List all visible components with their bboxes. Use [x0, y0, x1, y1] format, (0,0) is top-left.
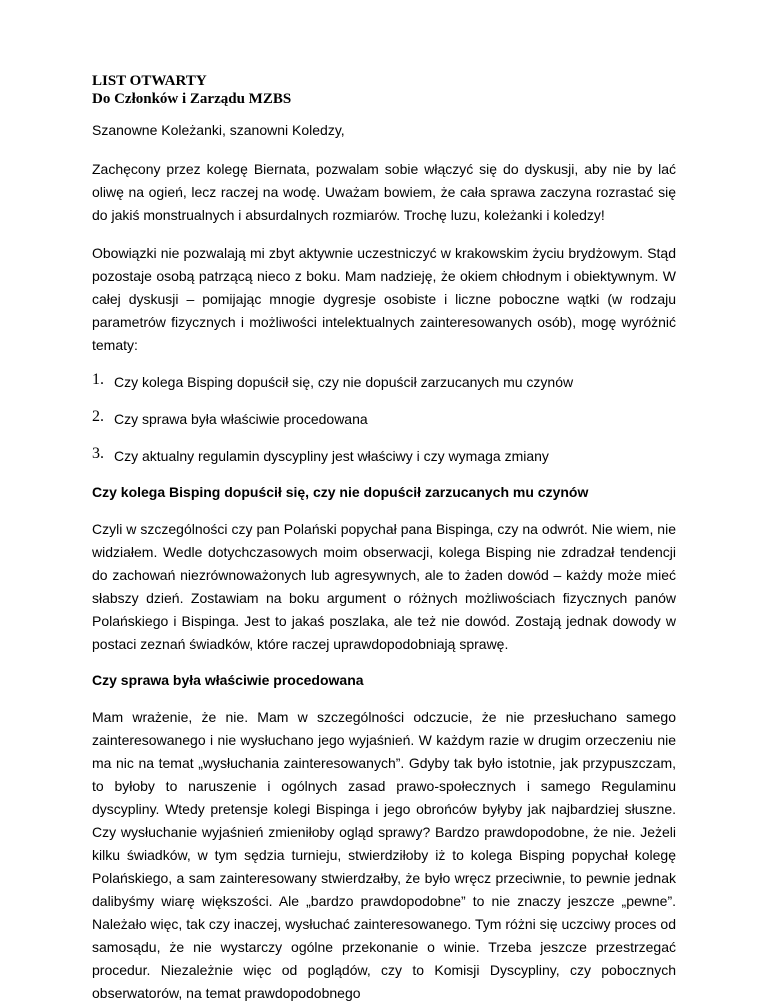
context-paragraph: Obowiązki nie pozwalają mi zbyt aktywnie uczestniczyć w krakowskim życiu brydżowym. Stąd pozostaje osobą patrzącą nieco z boku. Mam nadzieję, że okiem chłodnym i obiektywnym. W całej dyskusji – pomijając mnogie dygresje osobiste i liczne poboczne wątki (w rodzaju parametrów fizycznych i możliwości intelektualnych zainteresowanych osób), mogę wyróżnić tematy:	[92, 245, 676, 353]
section-heading: Czy sprawa była właściwie procedowana	[92, 672, 364, 688]
list-item	[92, 371, 676, 394]
list-number: 2.	[92, 408, 104, 425]
title-line: LIST OTWARTY	[92, 73, 207, 89]
letter-page	[92, 72, 676, 1005]
list-item	[92, 445, 676, 468]
list-item-text: Czy sprawa była właściwie procedowana	[114, 411, 368, 427]
list-item-text: Czy aktualny regulamin dyscypliny jest właściwy i czy wymaga zmiany	[114, 448, 549, 464]
section-body: Czyli w szczególności czy pan Polański popychał pana Bispinga, czy na odwrót. Nie wiem, nie widziałem. Wedle dotychczasowych moim obserwacji, kolega Bisping nie zdradzał tendencji do zachowań niezrównoważonych lub agresywnych, ale to żaden dowód – każdy może mieć słabszy dzień. Zostawiam na boku argument o różnych możliwościach fizycznych panów Polańskiego i Bispinga. Jest to jakaś poszlaka, ale też nie dowód. Zostają jednak dowody w postaci zeznań świadków, które raczej uprawdopodobniają sprawę.	[92, 521, 676, 652]
list-number: 3.	[92, 445, 104, 462]
section-heading: Czy kolega Bisping dopuścił się, czy nie dopuścił zarzucanych mu czynów	[92, 484, 589, 500]
list-number: 1.	[92, 371, 104, 388]
section-body: Mam wrażenie, że nie. Mam w szczególności odczucie, że nie przesłuchano samego zainteresowanego i nie wysłuchano jego wyjaśnień. W każdym razie w drugim orzeczeniu nie ma nic na temat „wysłuchania zainteresowanych”. Gdyby tak było istotnie, jak przypuszczam, to byłoby to naruszenie i ogólnych zasad prawo-społecznych i samego Regulaminu dyscypliny. Wtedy pretensje kolegi Bispinga i jego obrońców byłyby jak najbardziej słuszne. Czy wysłuchanie wyjaśnień zmieniłoby ogląd sprawy? Bardzo prawdopodobne, że nie. Jeżeli kilku świadków, w tym sędzia turnieju, stwierdziłoby iż to kolega Bisping popychał kolegę Polańskiego, a sam zainteresowany stwierdzałby, że było wręcz przeciwnie, to pewnie jednak dalibyśmy wiarę większości. Ale „bardzo prawdopodobne” to nie znaczy jeszcze „pewne”. Należało więc, tak czy inaczej, wysłuchać zainteresowanego. Tym różni się uczciwy proces od samosądu, że nie wystarczy ogólne przekonanie o winie. Trzeba jeszcze przestrzegać procedur. Niezależnie więc od poglądów, czy to Komisji Dyscypliny, czy pobocznych obserwatorów, na temat prawdopodobnego	[92, 709, 676, 1001]
list-item	[92, 408, 676, 431]
salutation: Szanowne Koleżanki, szanowni Koledzy,	[92, 122, 345, 138]
topic-list	[92, 371, 676, 468]
addressee-line: Do Członków i Zarządu MZBS	[92, 91, 292, 107]
letter-title	[92, 72, 676, 108]
intro-paragraph: Zachęcony przez kolegę Biernata, pozwalam sobie włączyć się do dyskusji, aby nie by lać oliwę na ogień, lecz raczej na wodę. Uważam bowiem, że cała sprawa zaczyna rozrastać się do jakiś monstrualnych i absurdalnych rozmiarów. Trochę luzu, koleżanki i koledzy!	[92, 161, 676, 223]
list-item-text: Czy kolega Bisping dopuścił się, czy nie dopuścił zarzucanych mu czynów	[114, 374, 574, 390]
